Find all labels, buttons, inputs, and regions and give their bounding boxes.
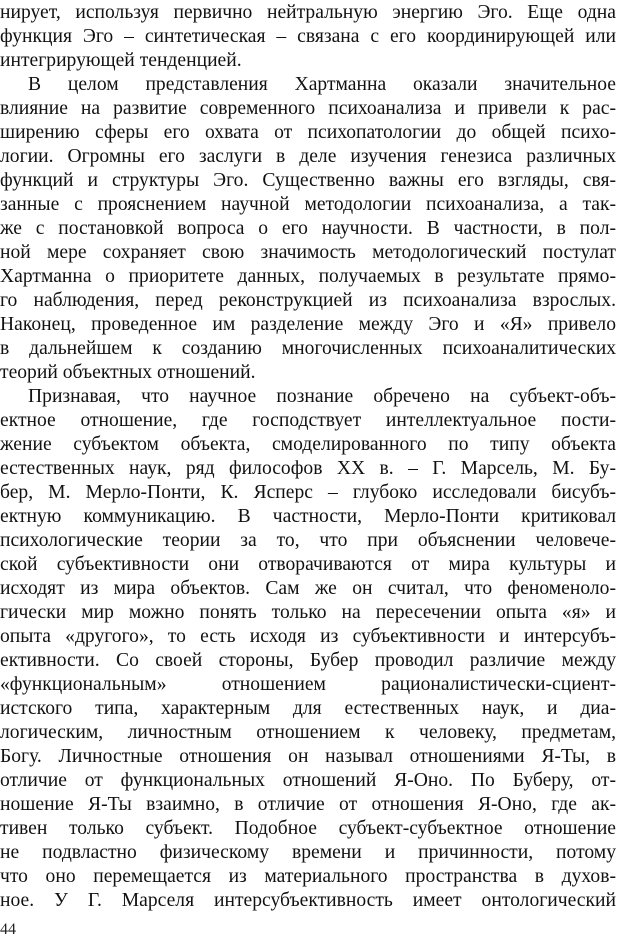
- text-line: естественных наук, ряд философов XX в. – Г. Марсель, М. Бу-: [0, 458, 616, 479]
- text-line: нирует, используя первично нейтральную энергию Эго. Еще одна: [0, 2, 616, 23]
- text-line: ное. У Г. Марселя интерсубъективность имеет онтологический: [0, 890, 616, 911]
- text-line: функций и структуры Эго. Существенно важны его взгляды, свя-: [0, 170, 616, 191]
- text-line: опыта «другого», то есть исходя из субъективности и интерсубъ-: [0, 626, 616, 647]
- text-line: что оно перемещается из материального пространства в духов-: [0, 866, 616, 887]
- text-line: психологические теории за то, что при объяснении человече-: [0, 530, 616, 551]
- text-line: Наконец, проведенное им разделение между Эго и «Я» привело: [0, 314, 616, 335]
- text-line: теорий объектных отношений.: [0, 362, 256, 383]
- text-line: логическим, личностным отношением к человеку, предметам,: [0, 722, 616, 743]
- text-line: же с постановкой вопроса о его научности. В частности, в пол-: [0, 218, 616, 239]
- text-line: исходят из мира объектов. Сам же он считал, что феноменоло-: [0, 578, 616, 599]
- text-line: отличие от функциональных отношений Я-Оно. По Буберу, от-: [0, 770, 616, 791]
- text-line: ской субъективности они отворачиваются от мира культуры и: [0, 554, 616, 575]
- text-line: влияние на развитие современного психоанализа и привели к рас-: [0, 98, 616, 119]
- page-number: 44: [0, 921, 16, 938]
- text-line: ношение Я-Ты взаимно, в отличие от отношения Я-Оно, где ак-: [0, 794, 616, 815]
- text-line: го наблюдения, перед реконструкцией из психоанализа взрослых.: [0, 290, 616, 311]
- text-line: логии. Огромны его заслуги в деле изучения генезиса различных: [0, 146, 616, 167]
- text-line: тивен только субъект. Подобное субъект-субъектное отношение: [0, 818, 616, 839]
- text-line: функция Эго – синтетическая – связана с его координирующей или: [0, 26, 616, 47]
- text-line: бер, М. Мерло-Понти, К. Ясперс – глубоко исследовали бисубъ-: [0, 482, 616, 503]
- text-line: гически мир можно понять только на пересечении опыта «я» и: [0, 602, 616, 623]
- text-line: Хартманна о приоритете данных, получаемых в результате прямо-: [0, 266, 616, 287]
- text-line: ектное отношение, где господствует интеллектуальное пости-: [0, 410, 616, 431]
- text-line: интегрирующей тенденцией.: [0, 50, 242, 71]
- text-line: Богу. Личностные отношения он называл отношениями Я-Ты, в: [0, 746, 616, 767]
- text-line: истского типа, характерным для естественных наук, и диа-: [0, 698, 616, 719]
- text-line: Признавая, что научное познание обречено на субъект-объ-: [28, 386, 616, 407]
- text-line: не подвластно физическому времени и причинности, потому: [0, 842, 616, 863]
- text-line: В целом представления Хартманна оказали значительное: [28, 74, 616, 95]
- text-line: в дальнейшем к созданию многочисленных психоаналитических: [0, 338, 616, 359]
- text-line: жение субъектом объекта, смоделированного по типу объекта: [0, 434, 616, 455]
- text-line: занные с прояснением научной методологии психоанализа, а так-: [0, 194, 616, 215]
- text-line: ективности. Со своей стороны, Бубер проводил различие между: [0, 650, 616, 671]
- text-line: ширению сферы его охвата от психопатологии до общей психо-: [0, 122, 616, 143]
- text-line: ектную коммуникацию. В частности, Мерло-Понти критиковал: [0, 506, 616, 527]
- text-line: ной мере сохраняет свою значимость методологический постулат: [0, 242, 616, 263]
- text-line: «функциональным» отношением рационалистически-сциент-: [0, 674, 616, 695]
